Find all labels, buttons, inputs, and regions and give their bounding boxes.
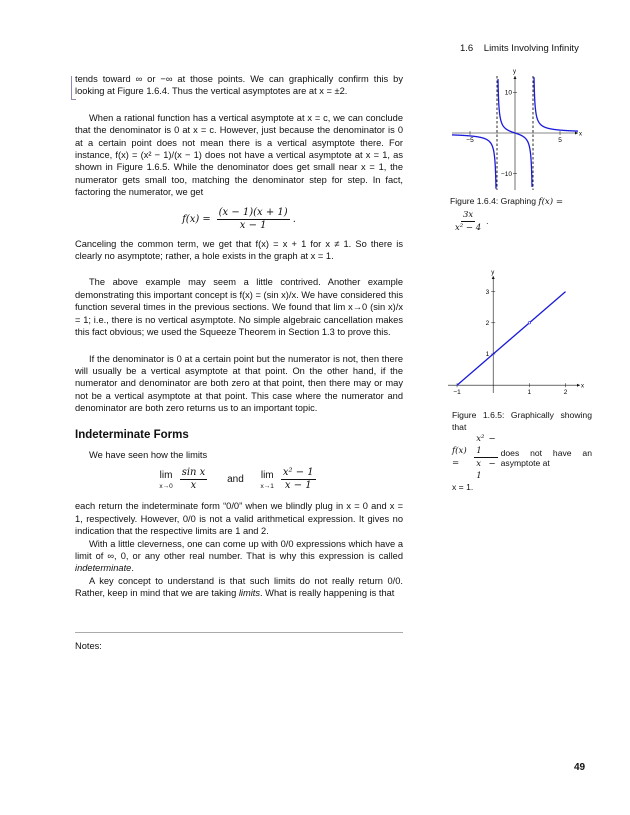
lim1-den: x [190, 480, 197, 492]
figure-1-6-5-graph [440, 268, 590, 403]
paragraph-denominator: If the denominator is 0 at a certain point but the numerator is not, then there will usually be a vertical asymptote at that point. On the other hand, if the numerator and denominator are both zero at that point, then there may or may not be a vertical asymptote at that point. This case where the numerator and denominator are both zero returns us to an important topic. [75, 353, 403, 414]
y-tick-label: 1 [485, 351, 490, 359]
fig165-caption-den: x − 1 [476, 459, 496, 481]
y-tick-label: 10 [504, 89, 512, 97]
figure-1-6-5-caption [452, 410, 592, 494]
curve-branch-1 [452, 135, 496, 189]
fig165-caption-end: x = 1. [452, 482, 474, 492]
x-tick-label: −5 [466, 137, 474, 144]
equation-limits [75, 467, 403, 492]
fig164-caption-den: x² − 4 [455, 222, 482, 233]
x-tick-label: −1 [453, 389, 461, 397]
page-number: 49 [574, 762, 586, 773]
paragraph-intro: tends toward ∞ or −∞ at those points. We can graphically confirm this by looking at Figure 1.6.4. Thus the vertical asymptotes are at x = ±2. [75, 74, 403, 97]
x-axis-label: x [581, 383, 584, 390]
fig164-caption-fx: f(x) = [538, 197, 564, 207]
hole-marker [528, 322, 530, 324]
paragraph-contrived: The above example may seem a little contrived. Another example demonstrating this important concept is f(x) = (sin x)/x. We have considered this function several times in the previous sections. We found that lim x→0 (sin x)/x = 1; i.e., there is no vertical asymptote. No simple algebraic cancellation makes this fact obvious; we used the Squeeze Theorem in Section 1.3 to prove this. [75, 277, 403, 338]
figure-1-6-4-caption [450, 196, 590, 234]
cleverness-text: With a little cleverness, one can come up with 0/0 expressions which have a limit of ∞, 0, or any other real number. That is why this expression is called [75, 538, 403, 561]
line-series [457, 292, 565, 386]
fig164-caption-label: Figure 1.6.4: Graphing [450, 196, 539, 206]
y-tick-label: 2 [485, 320, 490, 327]
paragraph-cancel: Canceling the common term, we get that f(x) = x + 1 for x ≠ 1. So there is clearly no asymptote; rather, a hole exists in the graph at x = 1. [75, 238, 403, 262]
notes-rule [75, 632, 403, 633]
x-axis-arrow [575, 132, 578, 135]
lim2-sub: x→1 [260, 482, 274, 490]
fig165-caption-mid: does not have an asymptote at [500, 447, 592, 468]
key-end: . What is really happening is that [260, 588, 395, 599]
and-word: and [227, 474, 244, 486]
x-tick-label: 2 [563, 389, 568, 397]
lim2-word: lim [260, 470, 274, 482]
eq-denominator: x − 1 [239, 219, 267, 231]
y-axis-arrow [514, 76, 517, 79]
curve-branch-3 [534, 77, 578, 131]
main-column [75, 73, 403, 600]
running-header [460, 43, 579, 54]
x-axis-label: x [579, 131, 582, 138]
lim2-num: x² − 1 [282, 467, 314, 479]
paragraph-key [75, 575, 403, 600]
paragraph-seen: We have seen how the limits [89, 449, 208, 460]
paragraph-rational: When a rational function has a vertical asymptote at x = c, we can conclude that the denominator is 0 at x = c. However, just because the denominator is 0 at a certain point does not mean there is a vertical asymptote there. For instance, f(x) = (x² − 1)/(x − 1) does not have a vertical asymptote at x = 1, as shown in Figure 1.6.5. While the denominator does get small near x = 1, the numerator gets small too, matching the denominator step for step. In fact, factoring the numerator, we get [75, 112, 403, 198]
eq-numerator: (x − 1)(x + 1) [218, 206, 288, 218]
header-title: Limits Involving Infinity [483, 43, 579, 54]
y-tick-label: −10 [500, 170, 512, 178]
y-axis-label: y [491, 270, 495, 276]
cleverness-emph: indeterminate [75, 563, 132, 574]
header-section: 1.6 [460, 43, 474, 54]
lim1-num: sin x [181, 467, 206, 479]
lim2-den: x − 1 [284, 480, 312, 492]
x-axis-arrow [577, 384, 580, 387]
y-axis-label: y [513, 69, 516, 75]
y-tick-label: 3 [485, 288, 490, 296]
fig164-caption-num: 3x [462, 209, 474, 220]
key-text: A key concept to understand is that such limits do not really return 0/0. Rather, keep in mind that we are taking [75, 575, 403, 599]
x-tick-label: 1 [527, 389, 532, 397]
eq-fx: f(x) = [182, 213, 211, 225]
fig164-caption-end: . [486, 215, 489, 226]
notes-label: Notes: [75, 641, 102, 651]
key-emph: limits [238, 588, 261, 599]
cleverness-end: . [131, 563, 134, 574]
lim1-word: lim [159, 470, 173, 482]
paragraph-each: each return the indeterminate form “0/0” when we blindly plug in x = 0 and x = 1, respectively. However, 0/0 is not a valid arithmetical expression. It gives no indication that the respective limits are 1 and 2. [75, 501, 403, 537]
equation-factored: f(x) = $\frac{(x - 1)(x + 1)}{x - 1}$ . [182, 206, 296, 231]
fig165-caption-a: Figure 1.6.5: Graphically showing that [452, 410, 592, 432]
y-axis-arrow [492, 276, 495, 279]
fig165-caption-fx: f(x) = [452, 446, 467, 468]
figure-1-6-4-graph [446, 66, 586, 198]
fig165-caption-num: x² − 1 [476, 434, 496, 456]
paragraph-cleverness [75, 538, 403, 575]
lim1-sub: x→0 [159, 482, 173, 490]
x-tick-label: 5 [558, 137, 562, 144]
section-heading: Indeterminate Forms [75, 428, 189, 441]
